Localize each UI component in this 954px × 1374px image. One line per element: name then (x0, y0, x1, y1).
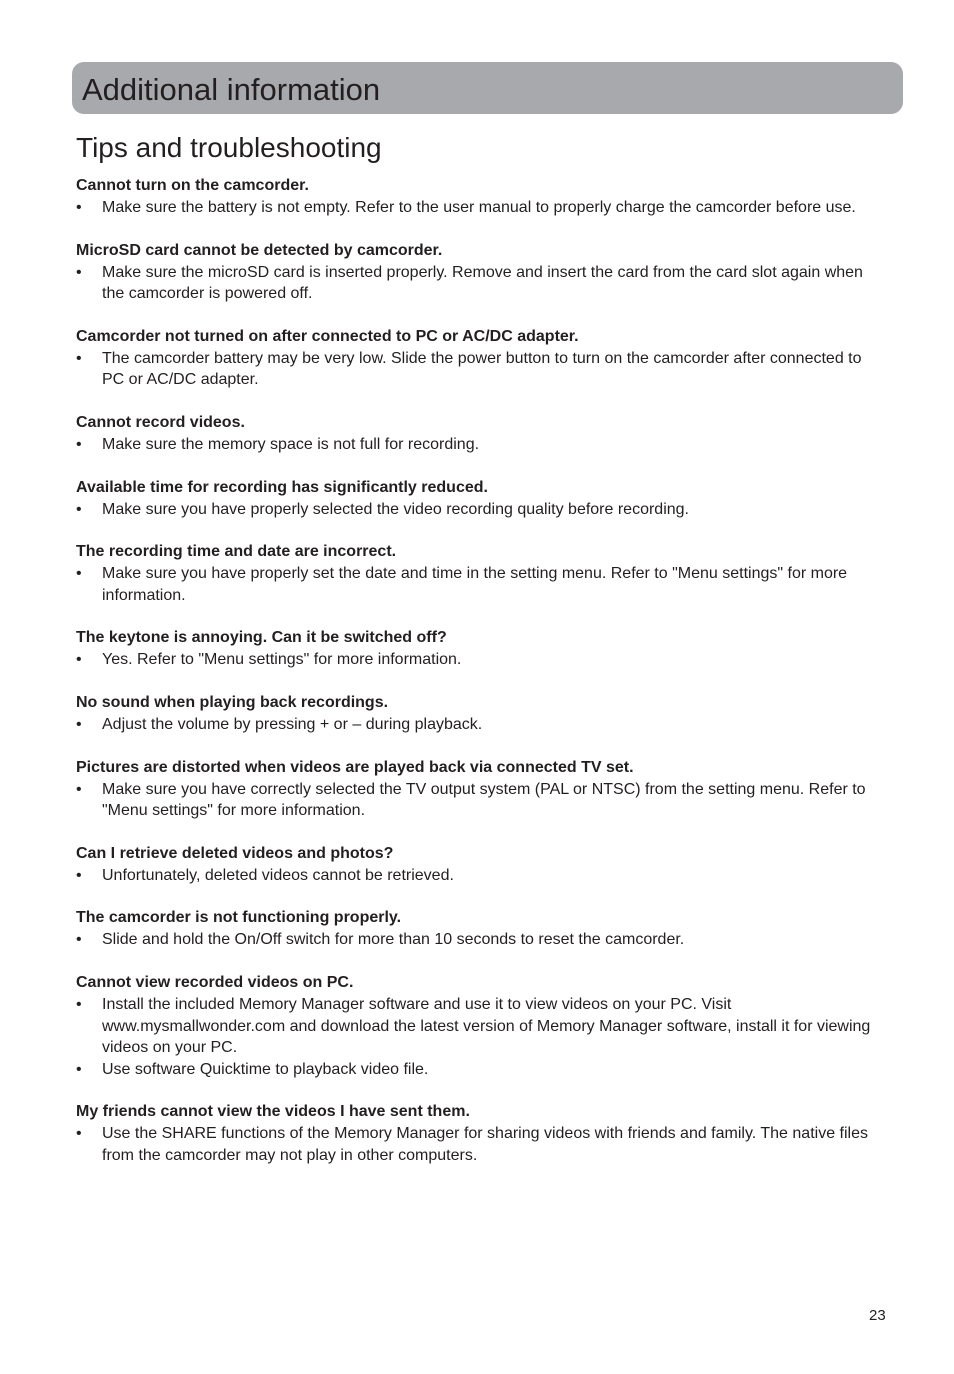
solution-list (76, 865, 886, 887)
bullet-icon: • (76, 1125, 82, 1143)
troubleshooting-item (76, 240, 886, 305)
solution-item (76, 929, 886, 951)
section-title: Tips and troubleshooting (76, 132, 382, 163)
troubleshooting-item (76, 175, 886, 219)
bullet-icon: • (76, 199, 82, 216)
solution-text: Make sure the battery is not empty. Refer to the user manual to properly charge the camcorder before use. (102, 199, 856, 216)
troubleshooting-item (76, 326, 886, 391)
solution-text: Use the SHARE functions of the Memory Manager for sharing videos with friends and family. The native files from the camcorder may not play in other computers. (102, 1125, 868, 1164)
bullet-icon: • (76, 931, 82, 949)
solution-list (76, 994, 886, 1080)
troubleshooting-item (76, 692, 886, 736)
issue-heading: No sound when playing back recordings. (76, 693, 389, 711)
solution-list (76, 779, 886, 822)
solution-item (76, 994, 886, 1059)
solution-item (76, 563, 886, 606)
bullet-icon: • (76, 435, 82, 453)
page-header-title: Additional information (82, 72, 381, 107)
solution-item (76, 865, 886, 887)
issue-heading: Camcorder not turned on after connected to PC or AC/DC adapter. (76, 327, 579, 345)
solution-text: Make sure the memory space is not full for recording. (102, 435, 480, 453)
solution-text: Use software Quicktime to playback video file. (102, 1060, 429, 1078)
solution-list (76, 714, 886, 736)
bullet-icon: • (76, 780, 82, 798)
troubleshooting-item (76, 1101, 886, 1166)
solution-item (76, 262, 886, 305)
solution-list (76, 499, 886, 521)
solution-item (76, 197, 886, 219)
issue-heading: My friends cannot view the videos I have sent them. (76, 1103, 470, 1121)
bullet-icon: • (76, 715, 82, 733)
solution-item (76, 714, 886, 736)
solution-text: Install the included Memory Manager software and use it to view videos on your PC. Visit www.mysmallwonder.com and download the latest version of Memory Manager software, install it for viewing videos on your PC. (102, 995, 871, 1057)
troubleshooting-item (76, 757, 886, 822)
solution-list (76, 1123, 886, 1166)
solution-text: Unfortunately, deleted videos cannot be retrieved. (102, 866, 454, 884)
bullet-icon: • (76, 995, 82, 1013)
issue-heading: Can I retrieve deleted videos and photos? (76, 844, 394, 862)
bullet-icon: • (76, 565, 82, 583)
solution-list (76, 262, 886, 305)
solution-item (76, 499, 886, 521)
solution-text: Slide and hold the On/Off switch for more than 10 seconds to reset the camcorder. (102, 931, 685, 949)
bullet-icon: • (76, 866, 82, 884)
issue-heading: MicroSD card cannot be detected by camcorder. (76, 241, 443, 259)
solution-item (76, 1059, 886, 1081)
page-number: 23 (869, 1307, 886, 1324)
solution-list (76, 434, 886, 456)
solution-text: The camcorder battery may be very low. Slide the power button to turn on the camcorder after connected to PC or AC/DC adapter. (102, 349, 862, 389)
issue-heading: Cannot view recorded videos on PC. (76, 973, 354, 991)
issue-heading: Cannot turn on the camcorder. (76, 177, 309, 194)
solution-text: Make sure the microSD card is inserted properly. Remove and insert the card from the card slot again when the camcorder is powered off. (102, 263, 863, 303)
issue-heading: The keytone is annoying. Can it be switched off? (76, 629, 447, 647)
header-bar (72, 62, 903, 114)
solution-item (76, 779, 886, 822)
bullet-icon: • (76, 500, 82, 518)
solution-list (76, 197, 886, 219)
troubleshooting-item (76, 627, 886, 671)
troubleshooting-item (76, 843, 886, 887)
solution-list (76, 929, 886, 951)
issue-heading: Available time for recording has significantly reduced. (76, 478, 488, 496)
solution-item (76, 1123, 886, 1166)
bullet-icon: • (76, 1060, 82, 1078)
bullet-icon: • (76, 651, 82, 669)
bullet-icon: • (76, 349, 82, 367)
solution-text: Make sure you have correctly selected the TV output system (PAL or NTSC) from the setting menu. Refer to "Menu settings" for more information. (102, 780, 866, 820)
solution-list (76, 649, 886, 671)
solution-text: Adjust the volume by pressing + or – during playback. (102, 715, 483, 733)
troubleshooting-item (76, 477, 886, 521)
solution-text: Yes. Refer to "Menu settings" for more information. (102, 651, 462, 669)
solution-list (76, 348, 886, 391)
troubleshooting-item (76, 541, 886, 606)
issue-heading: The recording time and date are incorrect. (76, 543, 397, 561)
troubleshooting-list (76, 175, 886, 1187)
issue-heading: The camcorder is not functioning properly. (76, 909, 402, 927)
issue-heading: Pictures are distorted when videos are played back via connected TV set. (76, 758, 634, 776)
solution-text: Make sure you have properly selected the video recording quality before recording. (102, 500, 689, 518)
troubleshooting-item (76, 972, 886, 1080)
solution-item (76, 434, 886, 456)
bullet-icon: • (76, 263, 82, 281)
issue-heading: Cannot record videos. (76, 413, 245, 431)
troubleshooting-item (76, 907, 886, 951)
solution-item (76, 348, 886, 391)
solution-list (76, 563, 886, 606)
troubleshooting-item (76, 412, 886, 456)
solution-item (76, 649, 886, 671)
solution-text: Make sure you have properly set the date and time in the setting menu. Refer to "Menu settings" for more information. (102, 565, 848, 604)
